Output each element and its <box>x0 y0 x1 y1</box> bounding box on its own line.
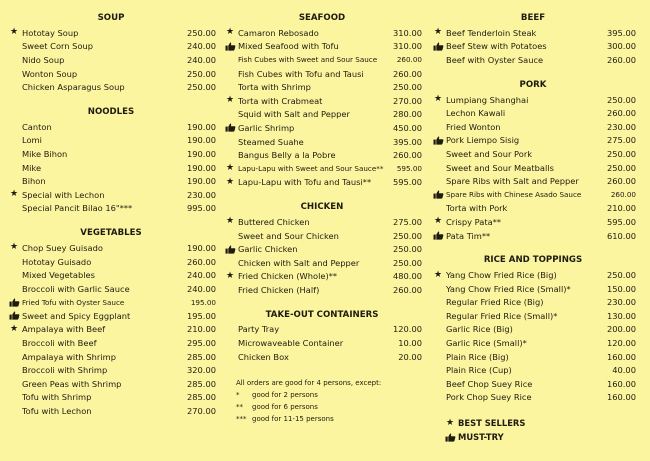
menu-item-name: Tofu with Shrimp <box>22 392 92 403</box>
menu-item-name: Hototay Soup <box>22 27 79 38</box>
menu-item-name: Chicken with Salt and Pepper <box>238 257 360 268</box>
menu-item <box>222 148 422 162</box>
menu-item <box>222 283 422 297</box>
menu-item <box>222 40 422 54</box>
star-icon: ★ <box>433 269 443 280</box>
star-icon: ★ <box>225 27 235 38</box>
menu-item <box>6 80 216 94</box>
menu-item-price: 595.00 <box>606 216 636 227</box>
menu-item <box>430 26 636 40</box>
menu-item <box>6 67 216 81</box>
thumbs-up-icon <box>430 136 446 145</box>
menu-item-name: Garlic Shrimp <box>238 122 295 133</box>
legend-label: MUST-TRY <box>458 432 504 443</box>
menu-item-price: 250.00 <box>186 27 216 38</box>
legend-must-try <box>430 430 636 444</box>
menu-item-price: 250.00 <box>606 94 636 105</box>
menu-item <box>6 120 216 134</box>
section-title-rice-and-toppings: RICE AND TOPPINGS <box>483 255 583 266</box>
menu-item-price: 300.00 <box>606 41 636 52</box>
menu-column-left <box>6 8 216 418</box>
menu-item-price: 200.00 <box>606 324 636 335</box>
menu-item <box>430 268 636 282</box>
menu-item <box>6 404 216 418</box>
serving-note-intro: All orders are good for 4 persons, except: <box>236 379 382 388</box>
menu-item-price: 250.00 <box>186 82 216 93</box>
menu-item-name: Garlic Rice (Small)* <box>446 338 527 349</box>
menu-item-name: Garlic Chicken <box>238 244 298 255</box>
menu-item-price: 395.00 <box>606 27 636 38</box>
menu-item-name: Torta with Pork <box>446 203 508 214</box>
menu-column-middle <box>222 8 422 425</box>
menu-item-price: 260.00 <box>392 150 422 161</box>
menu-item <box>6 391 216 405</box>
star-icon: ★ <box>9 27 19 38</box>
menu-item-price: 320.00 <box>186 365 216 376</box>
menu-item-name: Broccoli with Garlic Sauce <box>22 283 130 294</box>
menu-item-name: Lapu-Lapu with Tofu and Tausi** <box>238 177 372 188</box>
menu-item-price: 295.00 <box>186 338 216 349</box>
menu-item-price: 285.00 <box>186 378 216 389</box>
thumbs-up-icon <box>222 42 238 51</box>
menu-item-price: 260.00 <box>606 54 636 65</box>
menu-item-price: 480.00 <box>392 271 422 282</box>
menu-item-name: Steamed Suahe <box>238 136 304 147</box>
menu-item <box>222 53 422 67</box>
menu-item <box>6 282 216 296</box>
thumbs-up-icon <box>6 311 22 320</box>
menu-item-name: Lapu-Lapu with Sweet and Sour Sauce** <box>238 164 384 174</box>
menu-item <box>6 174 216 188</box>
menu-item <box>430 350 636 364</box>
menu-item-name: Pata Tim** <box>446 230 491 241</box>
menu-item-name: Crispy Pata** <box>446 216 501 227</box>
menu-item <box>222 94 422 108</box>
menu-item <box>6 53 216 67</box>
menu-item-name: Special Pancit Bilao 16"*** <box>22 203 133 214</box>
menu-item-price: 250.00 <box>392 82 422 93</box>
thumbs-up-icon <box>430 231 446 240</box>
menu-item <box>222 162 422 176</box>
thumbs-up-icon <box>442 433 458 442</box>
menu-column-right <box>430 8 636 444</box>
menu-item-price: 595.00 <box>396 164 422 174</box>
serving-note <box>222 413 422 425</box>
menu-item-name: Bihon <box>22 176 46 187</box>
menu-item-name: Lechon Kawali <box>446 108 506 119</box>
menu-item-price: 260.00 <box>392 284 422 295</box>
menu-item-price: 240.00 <box>186 270 216 281</box>
menu-item-price: 160.00 <box>606 392 636 403</box>
menu-item-name: Ampalaya with Shrimp <box>22 351 116 362</box>
menu-item-name: Special with Lechon <box>22 189 105 200</box>
menu-item <box>6 161 216 175</box>
menu-item <box>222 67 422 81</box>
legend-best-sellers <box>430 416 636 430</box>
menu-item <box>430 202 636 216</box>
menu-item-price: 250.00 <box>392 244 422 255</box>
menu-item <box>6 268 216 282</box>
serving-note-text: good for 2 persons <box>252 391 318 400</box>
menu-item-name: Torta with Crabmeat <box>238 95 323 106</box>
menu-item-price: 285.00 <box>186 392 216 403</box>
menu-item <box>6 296 216 310</box>
menu-item-name: Pork Chop Suey Rice <box>446 392 532 403</box>
menu-item <box>6 377 216 391</box>
menu-item <box>222 336 422 350</box>
menu-item-name: Fried Chicken (Half) <box>238 284 320 295</box>
menu-item-price: 285.00 <box>186 351 216 362</box>
menu-item-price: 240.00 <box>186 283 216 294</box>
menu-item-price: 250.00 <box>606 162 636 173</box>
legend-label: BEST SELLERS <box>458 418 526 429</box>
menu-item-price: 40.00 <box>612 365 636 376</box>
menu-item-name: Green Peas with Shrimp <box>22 378 122 389</box>
menu-item-price: 190.00 <box>186 148 216 159</box>
menu-item-price: 995.00 <box>186 203 216 214</box>
star-icon: ★ <box>445 417 455 428</box>
menu-item-price: 250.00 <box>392 230 422 241</box>
menu-item <box>430 391 636 405</box>
menu-item-name: Wonton Soup <box>22 68 78 79</box>
thumbs-up-icon <box>222 123 238 132</box>
menu-item <box>6 350 216 364</box>
menu-item <box>6 309 216 323</box>
menu-item-name: Fried Wonton <box>446 121 501 132</box>
menu-item-price: 275.00 <box>392 216 422 227</box>
star-icon: ★ <box>433 94 443 105</box>
menu-item <box>222 229 422 243</box>
serving-note <box>222 389 422 401</box>
menu-item-name: Pork Liempo Sisig <box>446 135 520 146</box>
menu-item-price: 260.00 <box>396 55 422 65</box>
menu-item-price: 280.00 <box>392 109 422 120</box>
menu-item <box>430 93 636 107</box>
menu-item <box>430 377 636 391</box>
menu-item-price: 595.00 <box>392 177 422 188</box>
menu-item <box>222 242 422 256</box>
thumbs-up-icon <box>6 298 22 307</box>
menu-item <box>430 53 636 67</box>
serving-note-text: good for 6 persons <box>252 403 318 412</box>
menu-item-name: Beef Tenderloin Steak <box>446 27 537 38</box>
menu-item-price: 260.00 <box>606 108 636 119</box>
menu-item-name: Camaron Rebosado <box>238 27 319 38</box>
star-icon: ★ <box>225 163 235 174</box>
menu-item <box>222 350 422 364</box>
menu-item-price: 160.00 <box>606 351 636 362</box>
menu-item-price: 270.00 <box>186 406 216 417</box>
menu-item-price: 310.00 <box>392 41 422 52</box>
menu-item-name: Mixed Seafood with Tofu <box>238 41 339 52</box>
menu-item-name: Bangus Belly a la Pobre <box>238 150 336 161</box>
section-title-noodles: NOODLES <box>87 106 135 117</box>
menu-item-name: Fried Tofu with Oyster Sauce <box>22 297 125 307</box>
menu-item <box>430 147 636 161</box>
star-icon: ★ <box>225 216 235 227</box>
menu-item-name: Buttered Chicken <box>238 216 310 227</box>
menu-item-name: Spare Ribs with Salt and Pepper <box>446 176 579 187</box>
menu-item-price: 610.00 <box>606 230 636 241</box>
menu-item-name: Hototay Guisado <box>22 256 92 267</box>
menu-item <box>430 174 636 188</box>
menu-item-price: 270.00 <box>392 95 422 106</box>
menu-item <box>430 282 636 296</box>
menu-item-price: 310.00 <box>392 27 422 38</box>
serving-note-symbol: *** <box>236 415 247 424</box>
menu-item <box>222 176 422 190</box>
menu-item <box>222 80 422 94</box>
menu-item-price: 275.00 <box>606 135 636 146</box>
menu-item <box>222 26 422 40</box>
section-title-chicken: CHICKEN <box>300 202 344 213</box>
menu-item-name: Mike <box>22 162 42 173</box>
menu-item-name: Yang Chow Fried Rice (Small)* <box>446 283 571 294</box>
menu-item-price: 240.00 <box>186 41 216 52</box>
menu-item-price: 160.00 <box>606 378 636 389</box>
menu-item-name: Sweet and Spicy Eggplant <box>22 310 131 321</box>
serving-note-symbol: ** <box>236 403 243 412</box>
menu-item-name: Party Tray <box>238 324 280 335</box>
menu-item-name: Ampalaya with Beef <box>22 324 106 335</box>
menu-item-price: 395.00 <box>392 136 422 147</box>
menu-item-price: 260.00 <box>610 190 636 200</box>
menu-item-price: 260.00 <box>606 176 636 187</box>
menu-item <box>6 336 216 350</box>
menu-item <box>222 108 422 122</box>
menu-item <box>430 363 636 377</box>
menu-item <box>430 296 636 310</box>
menu-item-price: 230.00 <box>606 121 636 132</box>
menu-item-name: Garlic Rice (Big) <box>446 324 513 335</box>
menu-item-price: 10.00 <box>398 338 422 349</box>
menu-item <box>430 134 636 148</box>
menu-item-name: Chicken Box <box>238 351 289 362</box>
menu-item <box>222 135 422 149</box>
menu-item-price: 210.00 <box>606 203 636 214</box>
menu-item <box>6 363 216 377</box>
menu-item-price: 250.00 <box>606 148 636 159</box>
menu-item-name: Fried Chicken (Whole)** <box>238 271 338 282</box>
menu-item-name: Beef Stew with Potatoes <box>446 41 547 52</box>
menu-item <box>6 147 216 161</box>
star-icon: ★ <box>225 176 235 187</box>
star-icon: ★ <box>225 270 235 281</box>
serving-note-text: good for 11-15 persons <box>252 415 334 424</box>
menu-item-price: 195.00 <box>190 297 216 307</box>
menu-item <box>222 270 422 284</box>
menu-item-name: Fish Cubes with Tofu and Tausi <box>238 68 364 79</box>
menu-item-price: 450.00 <box>392 122 422 133</box>
star-icon: ★ <box>9 189 19 200</box>
menu-item-name: Sweet and Sour Chicken <box>238 230 339 241</box>
menu-item-name: Sweet and Sour Pork <box>446 148 533 159</box>
menu-item-name: Plain Rice (Big) <box>446 351 509 362</box>
menu-item-price: 150.00 <box>606 283 636 294</box>
menu-item <box>430 229 636 243</box>
menu-item-price: 195.00 <box>186 310 216 321</box>
menu-item <box>6 241 216 255</box>
menu-item-name: Microwaveable Container <box>238 338 344 349</box>
menu-item-price: 260.00 <box>392 68 422 79</box>
menu-item <box>430 323 636 337</box>
menu-item-name: Lomi <box>22 135 42 146</box>
menu-item-name: Broccoli with Beef <box>22 338 97 349</box>
menu-item-name: Nido Soup <box>22 54 65 65</box>
menu-item-name: Sweet Corn Soup <box>22 41 94 52</box>
menu-item-name: Chop Suey Guisado <box>22 242 103 253</box>
menu-item <box>6 323 216 337</box>
menu-item <box>430 215 636 229</box>
menu-item-price: 190.00 <box>186 162 216 173</box>
menu-item-price: 120.00 <box>606 338 636 349</box>
thumbs-up-icon <box>222 245 238 254</box>
thumbs-up-icon <box>430 190 446 199</box>
star-icon: ★ <box>433 27 443 38</box>
star-icon: ★ <box>225 95 235 106</box>
menu-item <box>430 309 636 323</box>
menu-item <box>430 188 636 202</box>
menu-item-price: 250.00 <box>186 68 216 79</box>
section-title-pork: PORK <box>519 79 547 90</box>
menu-item <box>430 106 636 120</box>
menu-item <box>430 120 636 134</box>
serving-note <box>222 401 422 413</box>
menu-item <box>6 134 216 148</box>
menu-item-name: Mike Bihon <box>22 148 68 159</box>
section-title-seafood: SEAFOOD <box>298 13 346 23</box>
menu-item-name: Fish Cubes with Sweet and Sour Sauce <box>238 55 378 65</box>
menu-item-name: Broccoli with Shrimp <box>22 365 108 376</box>
menu-item-name: Beef Chop Suey Rice <box>446 378 533 389</box>
menu-item-name: Yang Chow Fried Rice (Big) <box>446 270 557 281</box>
menu-item-name: Mixed Vegetables <box>22 270 95 281</box>
menu-item-name: Chicken Asparagus Soup <box>22 82 125 93</box>
menu-item <box>222 215 422 229</box>
thumbs-up-icon <box>430 42 446 51</box>
menu-item <box>6 188 216 202</box>
menu-item <box>6 40 216 54</box>
menu-item <box>222 121 422 135</box>
menu-item-price: 250.00 <box>392 257 422 268</box>
menu-item-price: 190.00 <box>186 176 216 187</box>
menu-item <box>222 323 422 337</box>
menu-item <box>6 202 216 216</box>
menu-item-price: 230.00 <box>606 297 636 308</box>
menu-item-name: Regular Fried Rice (Small)* <box>446 310 558 321</box>
menu-item-price: 230.00 <box>186 189 216 200</box>
menu-item-name: Torta with Shrimp <box>238 82 311 93</box>
menu-item-name: Squid with Salt and Pepper <box>238 109 350 120</box>
menu-item <box>6 26 216 40</box>
menu-item-price: 210.00 <box>186 324 216 335</box>
menu-item-price: 190.00 <box>186 135 216 146</box>
menu-item-price: 20.00 <box>398 351 422 362</box>
menu-item-price: 130.00 <box>606 310 636 321</box>
menu-item-price: 260.00 <box>186 256 216 267</box>
section-title-beef: BEEF <box>520 13 546 23</box>
menu-item-price: 190.00 <box>186 242 216 253</box>
menu-item <box>430 336 636 350</box>
serving-note-symbol: * <box>236 391 240 400</box>
star-icon: ★ <box>9 242 19 253</box>
menu-item <box>430 40 636 54</box>
section-title-take-out-containers: TAKE-OUT CONTAINERS <box>265 309 379 320</box>
star-icon: ★ <box>9 323 19 334</box>
menu-item-name: Lumpiang Shanghai <box>446 94 529 105</box>
menu-item-name: Sweet and Sour Meatballs <box>446 162 554 173</box>
menu-item-price: 240.00 <box>186 54 216 65</box>
menu-item-name: Regular Fried Rice (Big) <box>446 297 544 308</box>
menu-item-price: 190.00 <box>186 121 216 132</box>
menu-item-name: Canton <box>22 121 52 132</box>
menu-item-name: Spare Ribs with Chinese Asado Sauce <box>446 190 582 200</box>
menu-item-price: 250.00 <box>606 270 636 281</box>
menu-item-price: 120.00 <box>392 324 422 335</box>
section-title-soup: SOUP <box>97 13 125 23</box>
star-icon: ★ <box>433 216 443 227</box>
menu-item <box>222 256 422 270</box>
menu-item-name: Beef with Oyster Sauce <box>446 54 544 65</box>
menu-item-name: Tofu with Lechon <box>22 406 92 417</box>
menu-item <box>6 255 216 269</box>
menu-item-name: Plain Rice (Cup) <box>446 365 512 376</box>
menu-item <box>430 161 636 175</box>
section-title-vegetables: VEGETABLES <box>80 228 142 239</box>
